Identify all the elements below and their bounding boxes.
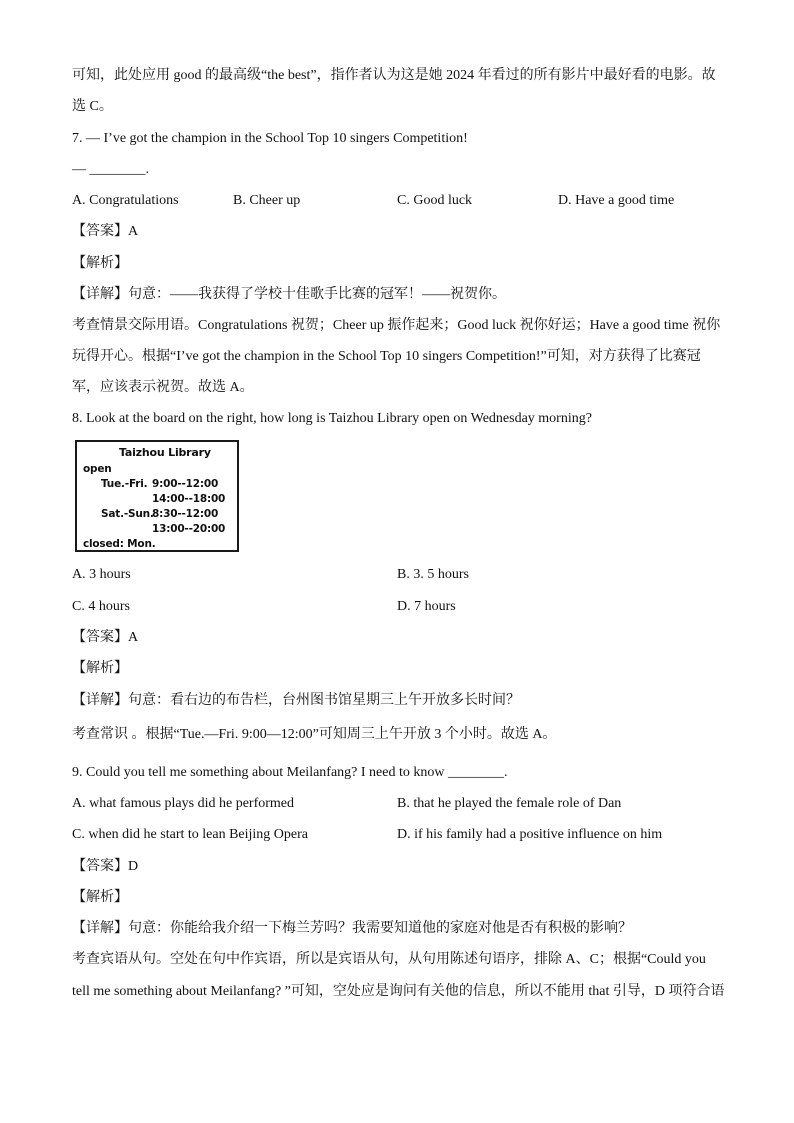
option-7a: A. Congratulations — [72, 193, 179, 208]
text-line: 可知，此处应用 good 的最高级“the best”，指作者认为这是她 2024 年看过的所有影片中最好看的电影。故 — [72, 68, 716, 83]
option-9b: B. that he played the female role of Dan — [397, 796, 622, 811]
analysis-label-8: 【解析】 — [72, 661, 128, 676]
board-row1-time1: 9:00--12:00 — [152, 478, 219, 490]
option-9a: A. what famous plays did he performed — [72, 796, 294, 811]
board-closed: closed: Mon. — [83, 538, 156, 550]
explanation-9-line-1: 考查宾语从句。空处在句中作宾语，所以是宾语从句，从句用陈述句语序，排除 A、C；根据“Could you — [72, 952, 706, 967]
explanation-7-line-3: 军，应该表示祝贺。故选 A。 — [72, 380, 254, 395]
question-7: 7. — I’ve got the champion in the School Top 10 singers Competition! — [72, 131, 468, 146]
board-open: open — [83, 463, 112, 475]
option-8a: A. 3 hours — [72, 567, 131, 582]
explanation-7-line-1: 考查情景交际用语。Congratulations 祝贺；Cheer up 振作起来；Good luck 祝你好运；Have a good time 祝你 — [72, 318, 721, 333]
question-7-blank: — ________. — [72, 162, 149, 177]
option-8b: B. 3. 5 hours — [397, 567, 469, 582]
board-row2-time1: 8:30--12:00 — [152, 508, 219, 520]
question-8: 8. Look at the board on the right, how long is Taizhou Library open on Wednesday morning? — [72, 411, 592, 426]
option-8c: C. 4 hours — [72, 599, 130, 614]
board-title: Taizhou Library — [119, 446, 211, 459]
explanation-7-line-2: 玩得开心。根据“I’ve got the champion in the School Top 10 singers Competition!”可知，对方获得了比赛冠 — [72, 349, 701, 364]
board-row2-day: Sat.-Sun. — [101, 508, 154, 520]
option-7b: B. Cheer up — [233, 193, 301, 208]
detail-7: 【详解】句意：——我获得了学校十佳歌手比赛的冠军！——祝贺你。 — [72, 287, 506, 302]
detail-9: 【详解】句意：你能给我介绍一下梅兰芳吗？我需要知道他的家庭对他是否有积极的影响？ — [72, 921, 632, 936]
option-8d: D. 7 hours — [397, 599, 456, 614]
board-row2-time2: 13:00--20:00 — [152, 523, 226, 535]
option-9d: D. if his family had a positive influence on him — [397, 827, 663, 842]
answer-8: 【答案】A — [72, 630, 139, 645]
analysis-label-7: 【解析】 — [72, 256, 128, 271]
text-line: 选 C。 — [72, 99, 113, 114]
option-7d: D. Have a good time — [558, 193, 675, 208]
option-9c: C. when did he start to lean Beijing Opera — [72, 827, 308, 842]
library-board-image — [75, 440, 239, 552]
analysis-label-9: 【解析】 — [72, 890, 128, 905]
explanation-8: 考查常识 。根据“Tue.—Fri. 9:00—12:00”可知周三上午开放 3 个小时。故选 A。 — [72, 727, 557, 742]
option-7c: C. Good luck — [397, 193, 473, 208]
board-row1-time2: 14:00--18:00 — [152, 493, 226, 505]
board-row1-day: Tue.-Fri. — [101, 478, 148, 490]
answer-7: 【答案】A — [72, 224, 139, 239]
answer-9: 【答案】D — [72, 859, 139, 874]
explanation-9-line-2: tell me something about Meilanfang? ”可知，空处应是询问有关他的信息，所以不能用 that 引导，D 项符合语 — [72, 984, 725, 999]
question-9: 9. Could you tell me something about Meilanfang? I need to know ________. — [72, 765, 508, 780]
detail-8: 【详解】句意：看右边的布告栏，台州图书馆星期三上午开放多长时间？ — [72, 693, 520, 708]
